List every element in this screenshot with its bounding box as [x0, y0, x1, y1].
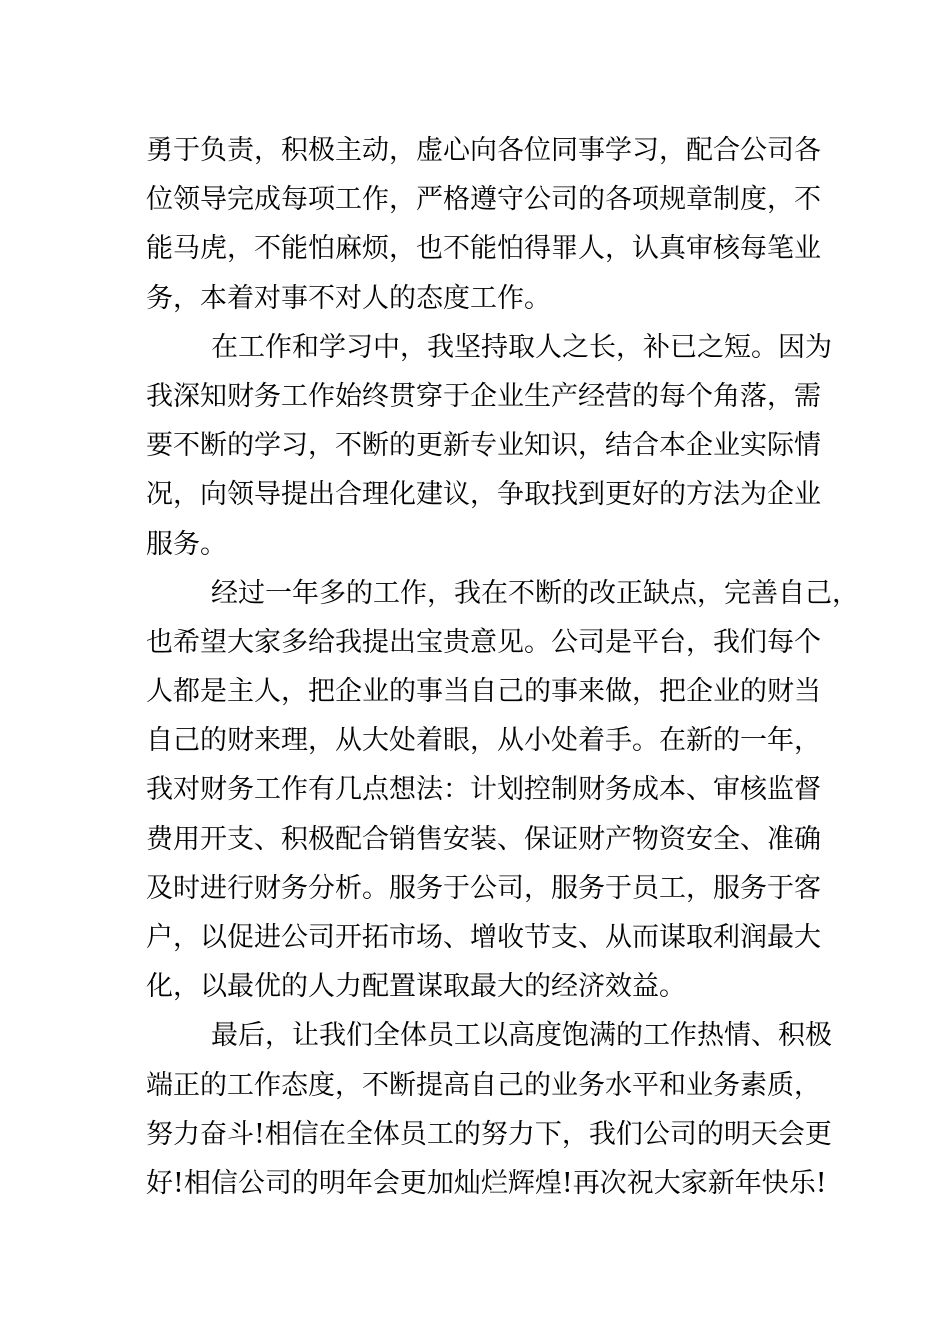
text-line: 户，以促进公司开拓市场、增收节支、从而谋取利润最大 [146, 922, 821, 953]
paragraph-2 [146, 323, 832, 569]
text-line: 也希望大家多给我提出宝贵意见。公司是平台，我们每个 [146, 626, 821, 658]
text-line: 要不断的学习，不断的更新专业知识，结合本企业实际情 [146, 430, 821, 462]
document-body [146, 126, 859, 1208]
text-line: 勇于负责，积极主动，虚心向各位同事学习，配合公司各 [146, 135, 821, 166]
text-line: 人都是主人，把企业的事当自己的事来做，把企业的财当 [146, 676, 821, 708]
text-line: 努力奋斗!相信在全体员工的努力下，我们公司的明天会更 [146, 1118, 832, 1150]
text-line: 化，以最优的人力配置谋取最大的经济效益。 [146, 971, 686, 1003]
text-line: 能马虎，不能怕麻烦，也不能怕得罪人，认真审核每笔业 [146, 233, 821, 265]
text-line: 服务。 [146, 528, 227, 560]
text-line: 自己的财来理，从大处着眼，从小处着手。在新的一年， [146, 725, 821, 757]
text-line: 我深知财务工作始终贯穿于企业生产经营的每个角落，需 [146, 380, 821, 412]
paragraph-3 [146, 569, 859, 1012]
text-line: 端正的工作态度，不断提高自己的业务水平和业务素质， [146, 1069, 821, 1101]
text-line: 好!相信公司的明年会更加灿烂辉煌!再次祝大家新年快乐! [146, 1167, 827, 1199]
text-line: 位领导完成每项工作，严格遵守公司的各项规章制度，不 [146, 184, 821, 216]
text-line: 我对财务工作有几点想法：计划控制财务成本、审核监督 [146, 774, 821, 806]
paragraph-4 [146, 1011, 832, 1208]
text-line: 费用开支、积极配合销售安装、保证财产物资安全、准确 [146, 823, 821, 855]
text-line: 经过一年多的工作，我在不断的改正缺点，完善自己， [211, 577, 859, 609]
text-line: 务，本着对事不对人的态度工作。 [146, 282, 551, 314]
text-line: 及时进行财务分析。服务于公司，服务于员工，服务于客 [146, 872, 821, 904]
text-line: 况，向领导提出合理化建议，争取找到更好的方法为企业 [146, 479, 821, 511]
text-line: 最后，让我们全体员工以高度饱满的工作热情、积极 [211, 1020, 832, 1052]
paragraph-1 [146, 126, 821, 323]
text-line: 在工作和学习中，我坚持取人之长，补已之短。因为 [211, 331, 832, 363]
